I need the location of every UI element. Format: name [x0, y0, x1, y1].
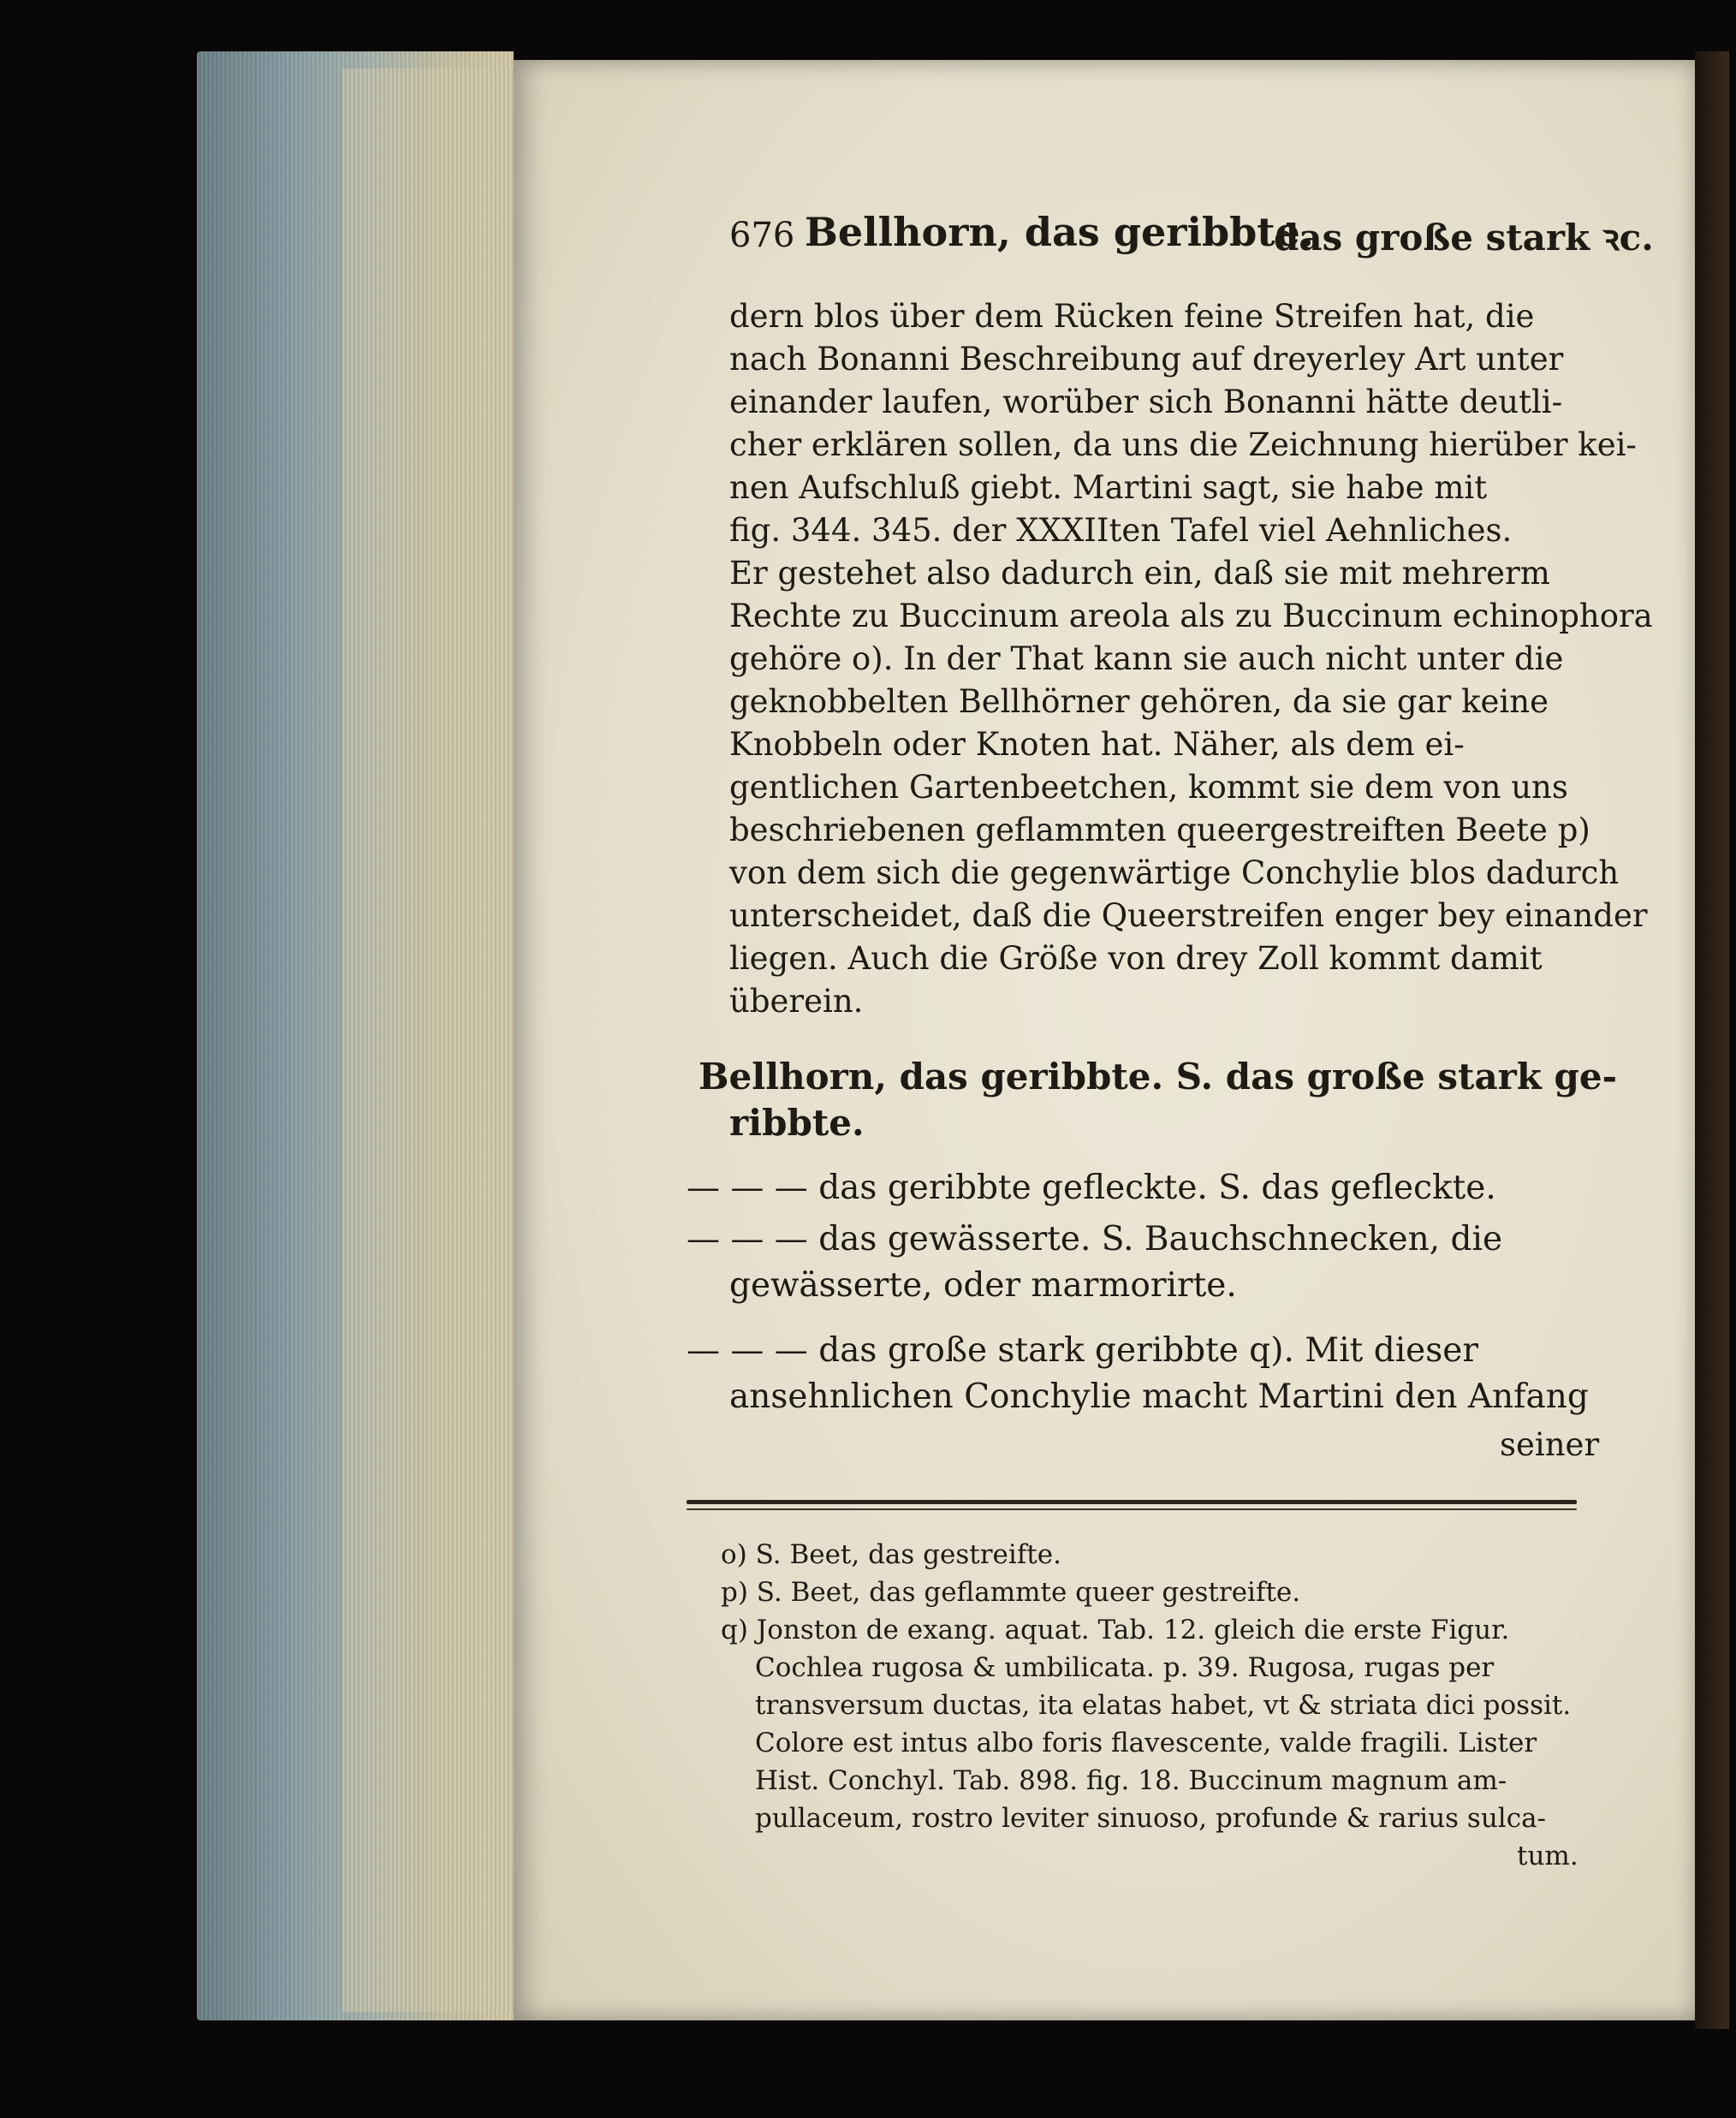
- body-line: dern blos über dem Rücken feine Streifen hat, die: [729, 298, 1535, 335]
- body-line: nach Bonanni Beschreibung auf dreyerley Art unter: [729, 341, 1564, 378]
- entry-continuation: ribbte.: [729, 1102, 865, 1144]
- footnote-continuation: Colore est intus albo foris flavescente, valde fragili. Lister: [755, 1728, 1537, 1758]
- body-line: überein.: [729, 983, 864, 1020]
- catchword: seiner: [1500, 1426, 1600, 1463]
- footnote-continuation: Cochlea rugosa & umbilicata. p. 39. Rugosa, rugas per: [755, 1652, 1495, 1683]
- entry-continuation: ansehnlichen Conchylie macht Martini den Anfang: [729, 1377, 1589, 1416]
- running-header: [729, 205, 1654, 265]
- footnote: p) S. Beet, das geflammte queer gestreifte.: [721, 1577, 1301, 1608]
- entry-continuation: gewässerte, oder marmorirte.: [729, 1266, 1237, 1305]
- body-line: Rechte zu Buccinum areola als zu Buccinum echinophora: [729, 598, 1653, 634]
- body-line: geknobbelten Bellhörner gehören, da sie gar keine: [729, 683, 1549, 720]
- entry-heading: — — — das geribbte gefleckte. S. das gefleckte.: [687, 1169, 1496, 1207]
- body-line: beschriebenen geflammten queergestreiften Beete p): [729, 812, 1590, 848]
- running-title-right: das große stark ꝛc.: [1274, 217, 1654, 259]
- footnote-continuation: tum.: [1517, 1841, 1578, 1871]
- body-line: liegen. Auch die Größe von drey Zoll kommt damit: [729, 940, 1543, 977]
- body-line: cher erklären sollen, da uns die Zeichnung hierüber kei-: [729, 426, 1637, 463]
- body-line: von dem sich die gegenwärtige Conchylie blos dadurch: [729, 854, 1620, 891]
- body-line: Er gestehet also dadurch ein, daß sie mit mehrerm: [729, 555, 1550, 592]
- footnote-continuation: pullaceum, rostro leviter sinuoso, profunde & rarius sulca-: [755, 1803, 1547, 1834]
- facing-page-gutter: [1695, 51, 1729, 2029]
- footnote-rule: [687, 1500, 1577, 1504]
- entry-heading: Bellhorn, das geribbte. S. das große stark ge-: [699, 1056, 1618, 1098]
- body-line: unterscheidet, daß die Queerstreifen enger bey einander: [729, 897, 1648, 934]
- footnote-continuation: transversum ductas, ita elatas habet, vt & striata dici possit.: [755, 1690, 1572, 1721]
- body-line: gehöre o). In der That kann sie auch nicht unter die: [729, 640, 1564, 677]
- page-content: [687, 205, 1654, 1871]
- body-line: einander laufen, worüber sich Bonanni hätte deutli-: [729, 384, 1563, 420]
- page-number: 676: [729, 216, 795, 255]
- page-edges-foredge: [342, 68, 514, 2012]
- footnote-continuation: Hist. Conchyl. Tab. 898. fig. 18. Buccinum magnum am-: [755, 1765, 1507, 1796]
- entry-heading: — — — das gewässerte. S. Bauchschnecken, die: [687, 1220, 1503, 1258]
- footnote: o) S. Beet, das gestreifte.: [721, 1539, 1061, 1570]
- body-line: Knobbeln oder Knoten hat. Näher, als dem ei-: [729, 726, 1465, 763]
- entry-heading: — — — das große stark geribbte q). Mit dieser: [687, 1331, 1478, 1370]
- footnote: q) Jonston de exang. aquat. Tab. 12. gleich die erste Figur.: [721, 1615, 1510, 1645]
- footnote-rule-thin: [687, 1508, 1577, 1510]
- running-title: Bellhorn, das geribbte.: [805, 209, 1314, 255]
- body-line: nen Aufschluß giebt. Martini sagt, sie habe mit: [729, 469, 1488, 506]
- body-line: gentlichen Gartenbeetchen, kommt sie dem von uns: [729, 769, 1568, 806]
- body-line: fig. 344. 345. der XXXIIten Tafel viel Aehnliches.: [729, 512, 1513, 549]
